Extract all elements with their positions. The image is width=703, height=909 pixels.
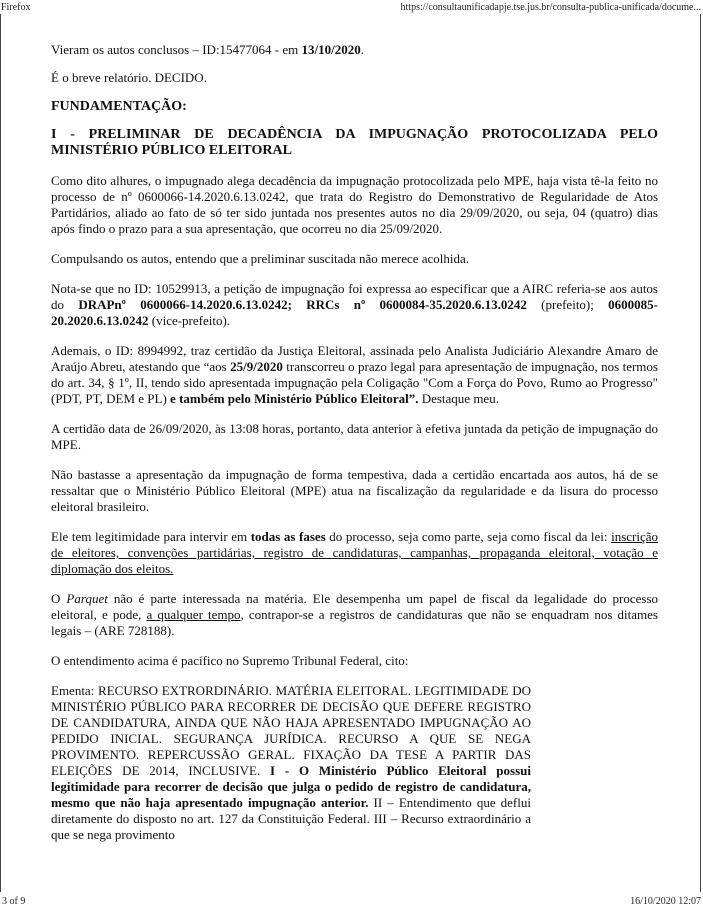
print-datetime: 16/10/2020 12:07: [630, 896, 701, 907]
paragraph-certidao: A certidão data de 26/09/2020, às 13:08 horas, portanto, data anterior à efetiva juntada da petição de impugnação do MPE.: [51, 421, 658, 452]
paragraph-legitimidade: Ele tem legitimidade para intervir em todas as fases do processo, seja como parte, seja como fiscal da lei: inscrição de eleitores, convenções partidárias, registro de candidaturas, campanhas, propaganda eleitoral, votação e diplomação dos eleitos.: [51, 529, 659, 576]
paragraph-compulsando: Compulsando os autos, entendo que a preliminar suscitada não merece acolhida.: [51, 251, 470, 266]
paragraph-conclusos: Vieram os autos conclusos – ID:15477064 - em 13/10/2020.: [51, 42, 364, 57]
paragraph-ademais: Ademais, o ID: 8994992, traz certidão da Justiça Eleitoral, assinada pelo Analista Judiciário Alexandre Amaro de Araújo Abreu, atestando que “aos 25/9/2020 transcorreu o prazo legal para apresentação de impugnação, nos termos do art. 34, § 1º, II, tendo sido apresentada impugnação pela Coligação "Com a Força do Povo, Rumo ao Progresso" (PDT, PT, DEM e PL) e também pelo Ministério Público Eleitoral”. Destaque meu.: [51, 343, 658, 406]
heading-fundamentacao: FUNDAMENTAÇÃO:: [51, 99, 187, 114]
ementa-quote: Ementa: RECURSO EXTRORDINÁRIO. MATÉRIA ELEITORAL. LEGITIMIDADE DO MINISTÉRIO PÚBLICO PARA RECORRER DE DECISÃO QUE DEFERE REGISTRO DE CANDIDATURA, AINDA QUE NÃO HAJA APRESENTADO IMPUGNAÇÃO AO PEDIDO INICIAL. SEGURANÇA JURÍDICA. RECURSO A QUE SE NEGA PROVIMENTO. REPERCUSSÃO GERAL. FIXAÇÃO DA TESE A PARTIR DAS ELEIÇÕES DE 2014, INCLUSIVE. I - O Ministério Público Eleitoral possui legitimidade para recorrer de decisão que julga o pedido de registro de candidatura, mesmo que não haja apresentado impugnação anterior. II – Entendimento que deflui diretamente do disposto no art. 127 da Constituição Federal. III – Recurso extraordinário a que se nega provimento: [51, 683, 531, 842]
conclusos-date: 13/10/2020: [301, 42, 361, 57]
document-page: [0, 14, 701, 892]
page-indicator: 3 of 9: [2, 896, 26, 907]
paragraph-impugnado: Como dito alhures, o impugnado alega decadência da impugnação protocolizada pelo MPE, haja vista tê-la feito no processo de nº 0600066-14.2020.6.13.0242, que trata do Registro do Demonstrativo de Regularidade de Atos Partidários, aliado ao fato de só ter sido juntada nos presentes autos no dia 29/09/2020, ou seja, 04 (quatro) dias após findo o prazo para a sua apresentação, que ocorreu no dia 25/09/2020.: [51, 173, 658, 236]
paragraph-nao-bastasse: Não bastasse a apresentação da impugnação de forma tempestiva, dada a certidão encartada aos autos, há de se ressaltar que o Ministério Público Eleitoral (MPE) atua na fiscalização da regularidade e da lisura do processo eleitoral brasileiro.: [51, 467, 658, 514]
browser-footer: [0, 896, 703, 909]
paragraph-nota-se: Nota-se que no ID: 10529913, a petição de impugnação foi expressa ao especificar que a AIRC referia-se aos autos do DRAPnº 0600066-14.2020.6.13.0242; RRCs nº 0600084-35.2020.6.13.0242 (prefeito); 0600085-20.2020.6.13.0242 (vice-prefeito).: [51, 281, 659, 328]
document-url[interactable]: https://consultaunificadapje.tse.jus.br/consulta-publica-unificada/docume...: [400, 2, 701, 13]
browser-header: [0, 0, 703, 14]
paragraph-entendimento: O entendimento acima é pacífico no Supremo Tribunal Federal, cito:: [51, 653, 409, 668]
paragraph-parquet: O Parquet não é parte interessada na matéria. Ele desempenha um papel de fiscal da legalidade do processo eleitoral, e pode, a qualquer tempo, contrapor-se a registros de candidaturas que não se enquadram nos ditames legais – (ARE 728188).: [51, 591, 658, 638]
paragraph-relatorio: É o breve relatório. DECIDO.: [51, 70, 207, 85]
document-content: [51, 42, 658, 843]
heading-preliminar: I - PRELIMINAR DE DECADÊNCIA DA IMPUGNAÇÃO PROTOCOLIZADA PELO MINISTÉRIO PÚBLICO ELEITORAL: [51, 127, 658, 158]
browser-app-name: Firefox: [1, 2, 31, 13]
